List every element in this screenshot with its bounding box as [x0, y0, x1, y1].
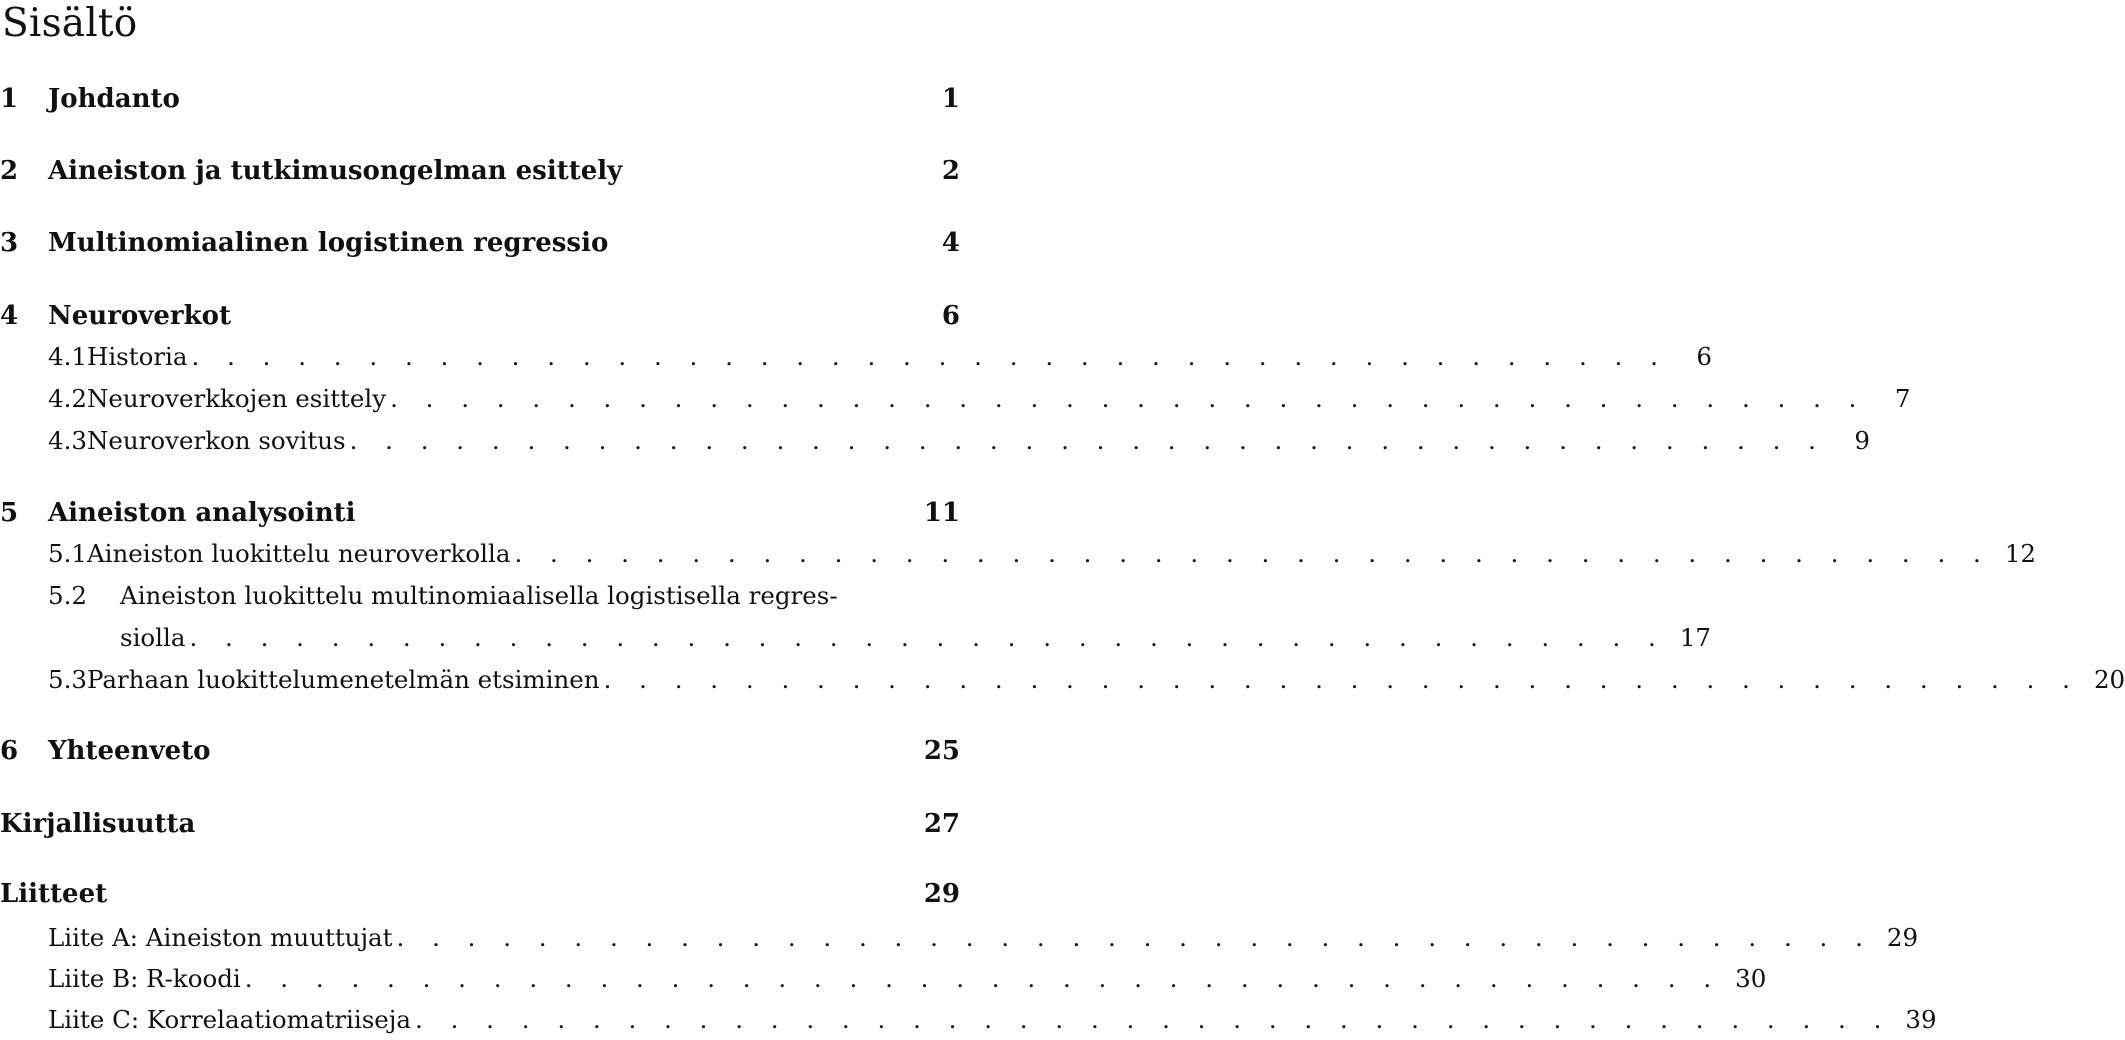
entry-label: Aineiston luokittelu multinomiaalisella logistisella regres- [120, 580, 838, 610]
toc-entry-historia[interactable] [0, 336, 1712, 376]
entry-label: Parhaan luokittelumenetelmän etsiminen [86, 664, 600, 694]
entry-label: Historia [86, 341, 188, 371]
toc-entry-kirjallisuutta[interactable] [0, 804, 960, 844]
entry-page: 29 [1886, 922, 1919, 952]
entry-page: 17 [1679, 622, 1712, 652]
entry-label: Liite B: R-koodi [48, 963, 241, 993]
toc-entry-multinomiaalinen[interactable] [0, 223, 960, 263]
leader-dots: . . . . . . . . . . . . . . . . . . . . . . . . . . . . . . . . . . . . . . . . . . [191, 341, 1668, 371]
toc-entry-luokittelu-neuroverkolla[interactable] [0, 533, 2037, 573]
entry-page: 7 [1894, 383, 1911, 413]
entry-page: 25 [923, 736, 960, 766]
entry-label-continuation: siolla [120, 622, 186, 652]
entry-page: 12 [2004, 538, 2037, 568]
entry-number: 1 [0, 84, 19, 114]
entry-number: 4.2 [48, 383, 87, 413]
toc-entry-neuroverkot[interactable] [0, 296, 960, 336]
entry-page: 6 [1696, 341, 1712, 371]
toc-entry-neuroverkon-sovitus[interactable] [0, 420, 1870, 460]
entry-label: Aineiston luokittelu neuroverkolla [86, 538, 511, 568]
toc-entry-luokittelu-regressiolla[interactable] [0, 575, 960, 615]
entry-number: 2 [0, 156, 19, 186]
toc-entry-liite-a[interactable] [0, 917, 1919, 957]
entry-label: Multinomiaalinen logistinen regressio [48, 228, 609, 258]
entry-label: Liitteet [0, 879, 108, 909]
toc-entry-yhteenveto[interactable] [0, 731, 960, 771]
entry-number: 5.2 [48, 580, 87, 610]
toc-entry-neuroverkkojen-esittely[interactable] [0, 378, 1911, 418]
entry-number: 5.3 [48, 664, 87, 694]
toc-entry-liitteet[interactable] [0, 874, 960, 914]
entry-page: 4 [941, 228, 960, 258]
entry-page: 6 [941, 301, 960, 331]
entry-page: 1 [941, 84, 960, 114]
entry-page: 30 [1735, 963, 1767, 993]
entry-label: Aineiston analysointi [48, 498, 356, 528]
entry-page: 20 [2093, 664, 2125, 694]
toc-entry-parhaan-luokittelumenetelman[interactable] [0, 659, 2125, 699]
entry-label: Aineiston ja tutkimusongelman esittely [48, 156, 623, 186]
toc-entry-aineiston-analysointi[interactable] [0, 493, 960, 533]
toc-entry-aineiston-esittely[interactable] [0, 151, 960, 191]
leader-dots: . . . . . . . . . . . . . . . . . . . . . . . . . . . . . . . . . . . . . . . . . . [415, 1004, 1892, 1034]
entry-number: 4 [0, 301, 19, 331]
leader-dots: . . . . . . . . . . . . . . . . . . . . . . . . . . . . . . . . . . . . . . . . . . [514, 538, 1991, 568]
toc-entry-johdanto[interactable] [0, 79, 960, 119]
entry-page: 29 [923, 879, 960, 909]
entry-page: 39 [1905, 1004, 1937, 1034]
leader-dots: . . . . . . . . . . . . . . . . . . . . . . . . . . . . . . . . . . . . . . . . . . [189, 622, 1666, 652]
entry-label: Liite C: Korrelaatiomatriiseja [48, 1004, 412, 1034]
entry-number: 5 [0, 498, 19, 528]
entry-page: 9 [1854, 425, 1870, 455]
leader-dots: . . . . . . . . . . . . . . . . . . . . . . . . . . . . . . . . . . . . . . . . . . [603, 664, 2080, 694]
toc-title: Sisältö [2, 1, 138, 46]
leader-dots: . . . . . . . . . . . . . . . . . . . . . . . . . . . . . . . . . . . . . . . . . . [396, 922, 1873, 952]
entry-number: 5.1 [48, 538, 87, 568]
entry-number: 4.3 [48, 425, 87, 455]
entry-number: 3 [0, 228, 19, 258]
entry-page: 27 [923, 809, 960, 839]
toc-entry-liite-c[interactable] [0, 999, 1937, 1039]
entry-label: Liite A: Aineiston muuttujat [48, 922, 393, 952]
entry-label: Yhteenveto [48, 736, 211, 766]
entry-label: Johdanto [48, 84, 180, 114]
entry-number: 4.1 [48, 341, 87, 371]
leader-dots: . . . . . . . . . . . . . . . . . . . . . . . . . . . . . . . . . . . . . . . . . . [349, 425, 1826, 455]
entry-label: Kirjallisuutta [0, 809, 196, 839]
entry-number: 6 [0, 736, 19, 766]
leader-dots: . . . . . . . . . . . . . . . . . . . . . . . . . . . . . . . . . . . . . . . . . . [244, 963, 1722, 993]
entry-label: Neuroverkkojen esittely [86, 383, 387, 413]
entry-page: 11 [923, 498, 960, 528]
entry-label: Neuroverkot [48, 301, 231, 331]
entry-page: 2 [941, 156, 960, 186]
entry-label: Neuroverkon sovitus [86, 425, 346, 455]
toc-entry-luokittelu-regressiolla-cont[interactable] [0, 617, 1712, 657]
leader-dots: . . . . . . . . . . . . . . . . . . . . . . . . . . . . . . . . . . . . . . . . . . [390, 383, 1867, 413]
toc-entry-liite-b[interactable] [0, 958, 1767, 998]
